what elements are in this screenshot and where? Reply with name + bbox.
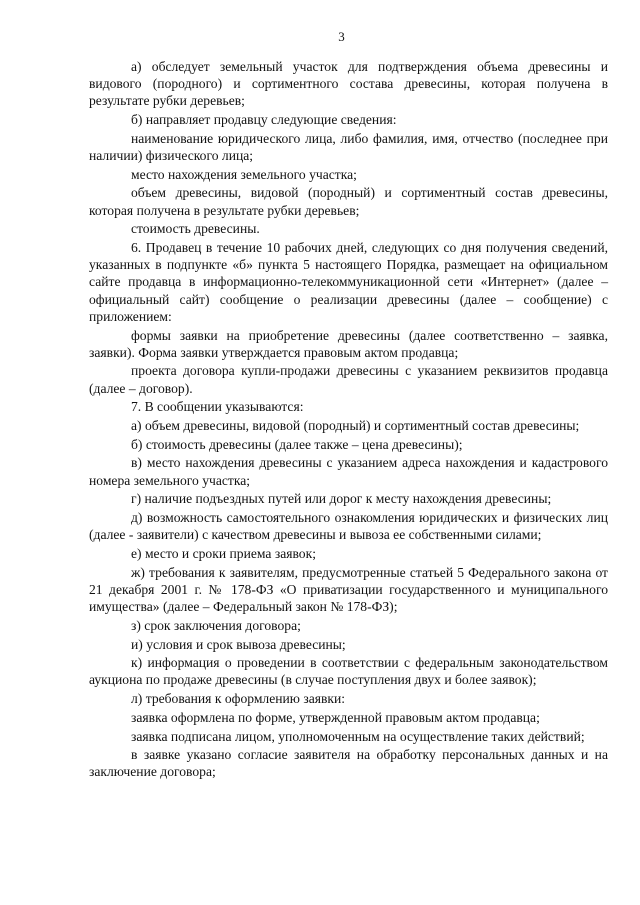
paragraph-5a: а) обследует земельный участок для подтверждения объема древесины и видового (породного) и сортиментного состава древесины, которая получена в результате рубки деревьев; bbox=[89, 59, 608, 109]
paragraph-7g: г) наличие подъездных путей или дорог к месту нахождения древесины; bbox=[131, 491, 552, 507]
paragraph-5b-cost: стоимость древесины. bbox=[131, 221, 260, 237]
paragraph-7b: б) стоимость древесины (далее также – цена древесины); bbox=[131, 436, 463, 452]
paragraph-7l: л) требования к оформлению заявки: bbox=[131, 691, 346, 707]
paragraph-7a: а) объем древесины, видовой (породный) и сортиментный состав древесины; bbox=[131, 418, 580, 434]
paragraph-5b: б) направляет продавцу следующие сведения: bbox=[131, 112, 397, 128]
paragraph-7i: и) условия и срок вывоза древесины; bbox=[131, 636, 346, 652]
paragraph-5b-volume: объем древесины, видовой (породный) и сортиментный состав древесины, которая получена в результате рубки деревьев; bbox=[89, 185, 608, 218]
paragraph-7: 7. В сообщении указываются: bbox=[131, 399, 304, 415]
paragraph-7l-consent: в заявке указано согласие заявителя на обработку персональных данных и на заключение договора; bbox=[89, 747, 608, 780]
paragraph-6-form: формы заявки на приобретение древесины (далее соответственно – заявка, заявки). Форма заявки утверждается правовым актом продавца; bbox=[89, 327, 608, 360]
paragraph-7d: д) возможность самостоятельного ознакомления юридических и физических лиц (далее - заявители) с качеством древесины и вывоза ее собственными силами; bbox=[89, 510, 608, 543]
page-number: 3 bbox=[338, 29, 345, 44]
paragraph-6-contract: проекта договора купли-продажи древесины с указанием реквизитов продавца (далее – договор). bbox=[89, 363, 608, 396]
paragraph-7l-signed: заявка подписана лицом, уполномоченным на осуществление таких действий; bbox=[131, 728, 585, 744]
paragraph-5b-name: наименование юридического лица, либо фамилия, имя, отчество (последнее при наличии) физического лица; bbox=[89, 130, 608, 164]
paragraph-5b-location: место нахождения земельного участка; bbox=[131, 166, 357, 182]
paragraph-6: 6. Продавец в течение 10 рабочих дней, следующих со дня получения сведений, указанных в подпункте «б» пункта 5 настоящего Порядка, размещает на официальном сайте продавца в информационно-телекоммуникационной сети «Интернет» (далее – официальный сайт) сообщение о реализации древесины (далее – сообщение) с приложением: bbox=[89, 240, 608, 324]
paragraph-7k: к) информация о проведении в соответствии с федеральным законодательством аукциона по продаже древесины (в случае поступления двух и более заявок); bbox=[89, 655, 608, 688]
paragraph-7zh: ж) требования к заявителям, предусмотренные статьей 5 Федерального закона от 21 декабря 2001 г. № 178-ФЗ «О приватизации государственного и муниципального имущества» (далее – Федеральный закон № 178-ФЗ); bbox=[89, 564, 608, 615]
paragraph-7v: в) место нахождения древесины с указанием адреса нахождения и кадастрового номера земельного участка; bbox=[89, 455, 608, 488]
paragraph-7e: е) место и сроки приема заявок; bbox=[131, 545, 316, 561]
paragraph-7z: з) срок заключения договора; bbox=[131, 617, 301, 633]
paragraph-7l-form: заявка оформлена по форме, утвержденной правовым актом продавца; bbox=[131, 709, 540, 725]
